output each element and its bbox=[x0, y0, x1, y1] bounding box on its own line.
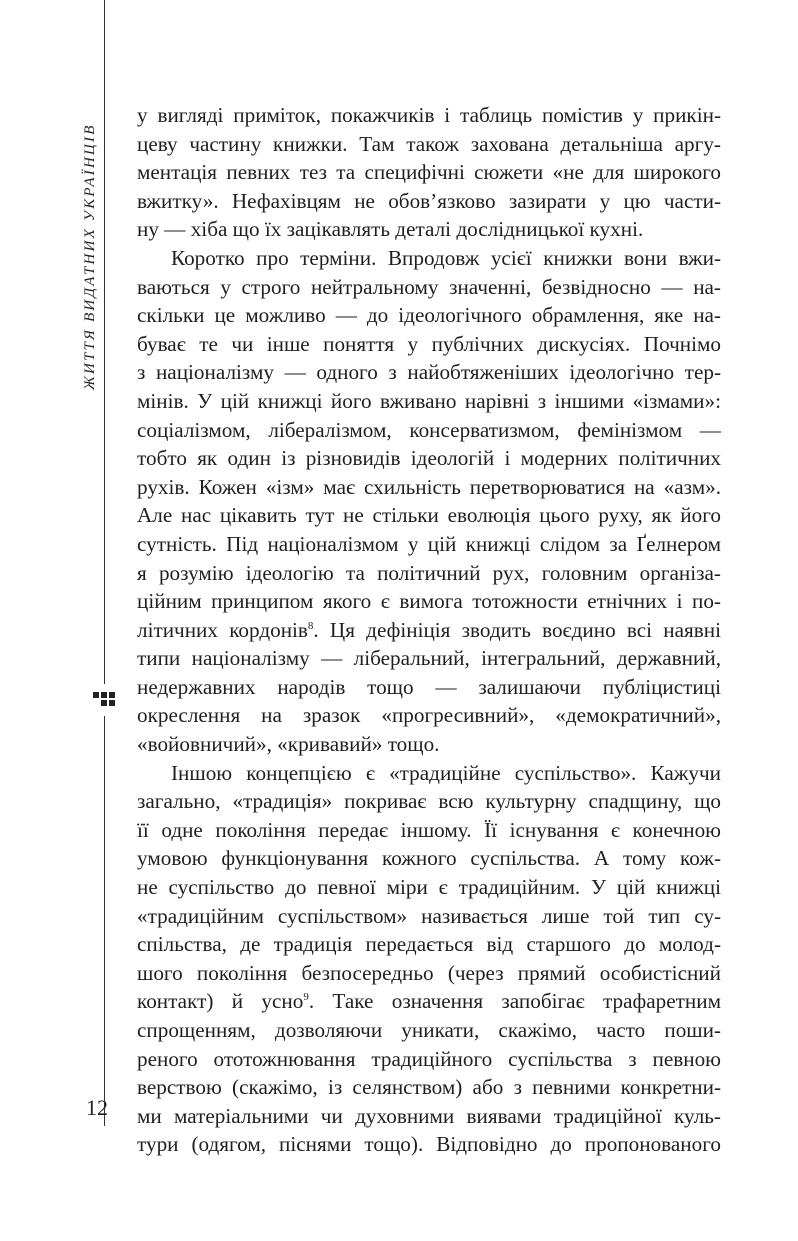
text-line: її одне покоління передає іншому. Її існування є конечною bbox=[137, 817, 721, 842]
text-line: тури (одягом, піснями тощо). Відповідно до пропонованого bbox=[137, 1132, 721, 1157]
text-line: тобто як один із різновидів ідеологій і модерних політичних bbox=[137, 446, 721, 471]
text-line: верствою (скажімо, із селянством) або з певними конкретни- bbox=[137, 1075, 721, 1100]
text-line: «традиційним суспільством» називається лише той тип су- bbox=[137, 903, 721, 928]
text-line: ваються у строго нейтральному значенні, безвідносно — на- bbox=[137, 274, 721, 299]
running-head: ЖИТТЯ ВИДАТНИХ УКРАЇНЦІВ bbox=[82, 123, 98, 390]
footnote-ref: 8 bbox=[307, 619, 314, 632]
text-line: «войовничий», «кривавий» тощо. bbox=[137, 732, 440, 757]
square-ornament-icon bbox=[93, 692, 115, 712]
text-line: ми матеріальними чи духовними виявами традиційної куль- bbox=[137, 1103, 721, 1128]
text-line: загально, «традиція» покриває всю культурну спадщину, що bbox=[137, 789, 721, 814]
text-line: ну — хіба що їх зацікавлять деталі дослідницької кухні. bbox=[137, 217, 644, 242]
text-line: окреслення на зразок «прогресивний», «демократичний», bbox=[137, 703, 721, 728]
text-line: контакт) й усно$^9$. Таке означення запобігає трафаретним bbox=[137, 989, 721, 1014]
text-line: рухів. Кожен «ізм» має схильність перетворюватися на «азм». bbox=[137, 474, 721, 499]
text-line: типи націоналізму — ліберальний, інтегральний, державний, bbox=[137, 646, 721, 671]
text-line: буває те чи інше поняття у публічних дискусіях. Почнімо bbox=[137, 331, 721, 356]
text-line: ційним принципом якого є вимога тотожности етнічних і по- bbox=[137, 589, 721, 614]
text-line: вжитку». Нефахівцям не обов’язково зазирати у цю части- bbox=[137, 188, 721, 213]
text-line: не суспільство до певної міри є традиційним. У цій книжці bbox=[137, 875, 721, 900]
text-line: літичних кордонів$^8$. Ця дефініція зводить воєдино всі наявні bbox=[137, 617, 721, 642]
body-text bbox=[137, 101, 721, 1159]
text-line: реного ототожнювання традиційного суспільства з певною bbox=[137, 1046, 721, 1071]
text-line: я розумію ідеологію та політичний рух, головним організа- bbox=[137, 560, 721, 585]
text-line: Але нас цікавить тут не стільки еволюція цього руху, як його bbox=[137, 503, 721, 528]
page-number: 12 bbox=[86, 1095, 108, 1120]
text-line: соціалізмом, лібералізмом, консерватизмом, фемінізмом — bbox=[137, 417, 721, 442]
footnote-ref: 9 bbox=[303, 991, 309, 1004]
text-line: з націоналізму — одного з найобтяженіших ідеологічно тер- bbox=[137, 360, 721, 385]
text-line: скільки це можливо — до ідеологічного обрамлення, яке на- bbox=[137, 303, 721, 328]
text-line: сутність. Під націоналізмом у цій книжці слідом за Ґелнером bbox=[137, 531, 721, 556]
text-line: шого покоління безпосередньо (через прямий особистісний bbox=[137, 960, 721, 985]
text-line: ментація певних тез та специфічні сюжети «не для широкого bbox=[137, 160, 721, 185]
text-line: цеву частину книжки. Там також захована детальніша аргу- bbox=[137, 131, 721, 156]
margin-rule-bottom bbox=[104, 716, 105, 1126]
margin-rule-top bbox=[104, 0, 105, 684]
text-line: мінів. У цій книжці його вживано нарівні з іншими «ізмами»: bbox=[137, 388, 721, 413]
text-line: Іншою концепцією є «традиційне суспільство». Кажучи bbox=[171, 760, 721, 785]
text-line: спільства, де традиція передається від старшого до молод- bbox=[137, 932, 721, 957]
text-line: спрощенням, дозволяючи уникати, скажімо, часто поши- bbox=[137, 1018, 721, 1042]
text-line: Коротко про терміни. Впродовж усієї книжки вони вжи- bbox=[171, 245, 721, 270]
text-line: у вигляді приміток, покажчиків і таблиць помістив у прикін- bbox=[137, 103, 721, 127]
text-line: умовою функціонування кожного суспільства. А тому кож- bbox=[137, 846, 721, 871]
text-line: недержавних народів тощо — залишаючи публіцистиці bbox=[137, 674, 721, 699]
